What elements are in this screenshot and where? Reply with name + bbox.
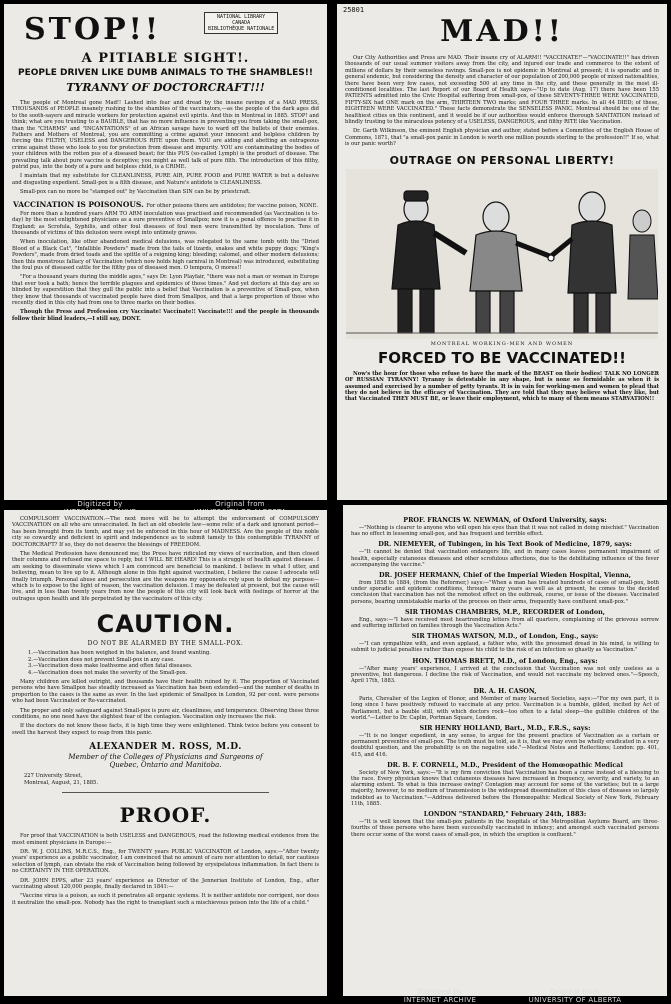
quote-text: Eng., says:—"I have received most heartrending letters from all quarters, complaining of the grievous sorrow and suffering inflicted on families through the Vaccination Acts." (351, 616, 659, 630)
headline-tyranny: TYRANNY OF DOCTORCRAFT!!! (66, 81, 265, 94)
proof-quote: DR. JOHN EPPS, after 23 years' experience as Director of the Jennerian Institute of London, Eng., after vaccinating about 120,000 people, finally declared in 1841:— (12, 877, 319, 890)
page-mad (337, 4, 667, 500)
page-title-mad: MAD!! (440, 14, 564, 49)
quote-author: HON. THOMAS BRETT, M.D., of London, Eng., says: (412, 656, 598, 665)
proof-title: PROOF. (119, 803, 212, 828)
paragraph: The proper and only safeguard against Small-pox is pure air, cleanliness, and temperance. Observing these three conditions, no one need have the slightest fear of the contagion. Vaccination only increases the risk. (12, 707, 319, 720)
subtitle: A PITIABLE SIGHT!. (81, 51, 250, 66)
paragraph: If the doctors do not know these facts, it is high time they were enlightened. Think twice before you consent to swell the harvest they expect to reap from this panic. (12, 723, 319, 736)
quote-text: Society of New York, says:—"It is my firm conviction that Vaccination has been a curse instead of a blessing to the race. Every physician knows that cutaneous diseases have increased in frequency, severity, and variety, to an alarming extent. To what is this increase owing? Contagion may account for some of the varieties; but in a large majority, however, to no medium of transmission is the widespread dissemination of this class of diseases so largely indebted as to Vaccination."—Address delivered before the Homœopathic Medical Society of New York, February 11th, 1885. (351, 769, 659, 807)
divider (62, 792, 269, 793)
paragraph: The people of Montreal gone Mad!! Lashed into fear and dread by the insane ravings of a MAD PRESS, THOUSANDS of PEOPLE insanely rushing to the shambles of the vaccinators,—as the people of the dark ages did to the sooth-sayers and miracle workers for protection against evil spirits. And this in Montreal in 1885. STOP! and think; what are you trusting to a BAUBLE, that has no more influence in preventing you from taking the small-pox, than the "CHARMS" and "INCANTATIONS" of an African savage have to ward off the bullets of their enemies. Fathers and Mothers of Montreal, you are committing a crime against your innocent and helpless children by forcing this FILTHY, USELESS and DANGEROUS RITE upon them. YOU are aiding and abetting an outrageous crime against those who look to you for protection from disease and impurity. YOU are contaminating the bodies of your children with the rotten pus of a diseased beast; for this PUS (so-called Lymph) is the product of disease. The prevailing talk about pure vaccine is deceptive; you might as well talk of pure filth. The introduction of this filthy, putrid pus, into the body of a pure and helpless child, is a CRIME. (12, 100, 319, 171)
quote-block (351, 724, 659, 758)
section-heading-text: VACCINATION IS POISONOUS. (12, 199, 144, 209)
paragraph: COMPULSORY VACCINATION.—The next move will be to attempt the enforcement of COMPULSORY VACCINATION on all who are unvaccinated. In fact an old obsolete law—some relic of a dark and ignorant period—has been brought from its tomb, and may yet be enforced in this hour of MADNESS. Are the people of this noble city so cowardly and deficient in spirit and independence as to submit tamely to this contemptible TYRANNY of DOCTORCRAFT? If so, they do not deserve the blessings of FREEDOM. (12, 516, 319, 548)
caution-list (12, 650, 319, 676)
list-item: 2.—Vaccination does not prevent Small-pox in any case. (28, 656, 175, 663)
footer-line: UNIVERSITY OF ALBERTA (528, 996, 622, 1004)
quote-block (351, 657, 659, 685)
quote-author: SIR THOMAS CHAMBERS, M.P., RECORDER of London, (404, 607, 605, 616)
quote-block (351, 632, 659, 653)
stamp-line: BIBLIOTHÈQUE NATIONALE (208, 26, 275, 32)
quote-text: —"It cannot be denied that vaccination endangers life, and in many cases leaves permanent impairment of health, especially cutaneous diseases and other scrofulous affections, due to the debilitating influence of the fever accompanying the vaccine." (351, 549, 659, 568)
caution-subtitle: DO NOT BE ALARMED BY THE SMALL-POX. (87, 640, 244, 648)
proof-intro: For proof that VACCINATION is both USELESS and DANGEROUS, read the following medical evidence from the most eminent physicians in Europe:— (12, 833, 319, 846)
proof-quote: DR. W. J. COLLINS, M.R.C.S., Eng., for TWENTY years PUBLIC VACCINATOR of London, says:—"After twenty years' experience as a public vaccinator, I am convinced that no amount of care nor attention to detail, nor cautious selection of lymph, can obviate the risk of Vaccination being followed by erysipelatous inflammation. In fact there is no CERTAINTY IN THE OPERATION. (12, 848, 319, 875)
page-title-stop: STOP!! (24, 12, 162, 47)
paragraph: For more than a hundred years ARM TO ARM inoculation was practised and recommended (as Vaccination is to-day) by the most enlightened physicians as a sure preventive of Smallpox; now it is a penal offence to practise it in England; as Scrofula, Syphilis, and other foul diseases of foul men were transmitted by inoculation. Tens of thousands of victims of this delusion were swept into untimely graves. (12, 210, 319, 236)
footer-line: Original from (550, 988, 600, 996)
quote-author: LONDON "STANDARD," February 24th, 1883: (423, 810, 587, 819)
list-item: 1.—Vaccination has been weighed in the balance, and found wanting. (28, 650, 211, 657)
illustration-caption: MONTREAL WORKING-MEN AND WOMEN (430, 340, 574, 347)
paragraph: When inoculation, like other abandoned medical delusions, was relegated to the same tomb with the "Dried Blood of a Black Cat", "Infallible Powders" made from the tails of lizards, snakes and white puppy dogs; "King's Powders", made from dried toads and the spittle of a reigning king; bleeding; calomel, and other modern delusions; then this monstrous fallacy of Vaccination (which now holds high carnival in Montreal) was introduced, substituting the foul pus of diseased cattle for the filthy pus of diseased men. O tempora, O mores!! (12, 239, 319, 271)
section-heading-note: For other poisons there are antidotes; for vaccine poison, NONE. (146, 202, 319, 209)
footer-digitized-bottom (390, 988, 490, 1004)
paragraph: The Medical Profession have denounced me; the Press have ridiculed my views of vaccination, and then closed their columns and refused me space to reply, but I WILL BE HEARD! This is a struggle of health against disease. I am seeking to disseminate views which I am convinced are beneficial to mankind. I believe in what I utter, and believing, mean to live up to it. Although alone in this fight against vaccination, I believe the cause I advocate will finally triumph. Personal abuse and persecution are the weapons my opponents rely upon to defeat my purpose—which is to expose to the light of reason, the vaccination delusion. I may be defeated at present, but the cause will live, and in less than twenty years from now the people of this city will look back with feelings of horror at the outrages upon health and life perpetrated by the vaccinators of this city. (12, 551, 319, 602)
quote-text: —"It is well known that the small-pox patients in the hospitals of the Metropolitan Asylums Board, are three-fourths of those persons who have been successfully vaccinated in infancy; and amongst such vaccinated persons there occur some of the worst cases of small-pox, in which the eruption is confluent." (351, 819, 659, 838)
author-address (24, 773, 319, 786)
quote-text: —"After many years' experience, I arrived at the conclusion that Vaccination was not only useless as a preventive, but dangerous. I decline the risk of Vaccination, and would not vaccinate my beloved ones."—Speech, April 17th, 1883. (351, 665, 659, 685)
paragraph: Our City Authorities and Press are MAD. Their insane cry of ALARM!! "VACCINATE!"—"VACCINATE!!" has driven thousands of our usual summer visitors away from the city, and injured our trade and commerce to the extent of millions of dollars by their senseless ravings. Small-pox is not epidemic in Montreal at present; it is sporadic and in general endemic, but considering the density and character of our population of 200,000 people of mixed nationalities, there have been very few cases, not exceeding 500 at any time in the city, and these generally in the most ill-conditioned localities. The last Report of our Board of Health says—"Up to date (Aug. 17) there have been 155 PATIENTS admitted into the Civic Hospital suffering from small-pox, of these SEVENTY-THREE WERE VACCINATED, FIFTY-SIX had ONE mark on the arm, THIRTEEN TWO marks; and FOUR THREE marks. In all 44 DIED; of these, EIGHTEEN WERE VACCINATED." These facts demonstrate the SENSELESS PANIC. Montreal should be one of the healthiest cities on this continent, and it would be if our authorities would enforce thorough SANITATION instead of blindly trusting to the miraculous potency of a USELESS, DANGEROUS, and filthy RITE like Vaccination. (345, 55, 659, 126)
quote-text: Paris, Chevalier of the Legion of Honor, and Member of many learned Societies, says:—"For my own part, it is long since I have positively refused to vaccinate at any price. Vaccination is a humble, gilded, incited by Act of Parliament, but a bauble still, with which doctors rock—too often to a fatal sleep—the gullible children of the world."—Letter to Dr. Caplin, Portman Square, London. (351, 696, 659, 721)
author-name: ALEXANDER M. ROSS, M.D. (89, 742, 242, 753)
page-caution (4, 510, 327, 996)
paragraph: Dr. Garth Wilkinson, the eminent English physician and author, stated before a Committee of the English House of Commons, 1871, that "a small-pox panic in London is worth one million pounds sterling to the profession!!" If so, what is our panic worth? (345, 128, 659, 148)
quote-text: —"I can sympathize with, and even applaud, a father who, with the presumed dread in his mind, is willing to submit to judicial penalties rather than expose his child to the risk of an infection so ghastly as Vaccination." (351, 641, 659, 654)
quote-author: DR. JOSEF HERMANN, Chief of the Imperial Wieden Hospital, Vienna, (378, 571, 632, 580)
stamp-line: CANADA (232, 20, 251, 26)
paragraph: I maintain that my substitute for CLEANLINESS, PURE AIR, PURE FOOD and PURE WATER is but a delusive and disgusting expedient. Small-pox is a filth disease, and Nature's antidote is CLEANLINESS. (12, 173, 319, 186)
quote-author: SIR THOMAS WATSON, M.D., of London, Eng., says: (411, 632, 599, 641)
address-line: 227 University Street, (24, 773, 83, 780)
page-stop (4, 4, 327, 500)
quote-author: PROF. FRANCIS W. NEWMAN, of Oxford University, says: (403, 516, 607, 524)
footer-line: Original from (215, 500, 265, 508)
headline: PEOPLE DRIVEN LIKE DUMB ANIMALS TO THE SHAMBLES!! (18, 68, 313, 78)
quote-block (351, 761, 659, 807)
footer-line: INTERNET ARCHIVE (403, 996, 477, 1004)
quote-text: —"It is no longer expedient, in any sense, to argue for the present practice of Vaccination as a certain or permanent preventive of small-pox. The truth must be told, as it is, that we may even be wholly eradicated in a very doubtful question, and the probability is on the negative side."—Medical Notes and Reflections; London: pp. 401, 415, and 416. (351, 733, 659, 758)
library-stamp (204, 12, 278, 34)
forced-headline: FORCED TO BE VACCINATED!! (378, 348, 626, 367)
author-role: Quebec, Ontario and Manitoba. (109, 761, 222, 770)
stamp-line: NATIONAL LIBRARY (217, 14, 266, 20)
footer-line: Digitized by (417, 988, 463, 996)
address-line: Montreal, August, 21, 1885. (24, 779, 99, 786)
quote-author: DR. B. F. CORNELL, M.D., President of the Homœopathic Medical (387, 760, 623, 769)
paragraph-final: Though the Press and Profession cry Vaccinate! Vaccinate!! Vaccinate!!! and the people in thousands follow their blind leaders,—I still say, DONT. (12, 309, 319, 322)
closing-paragraph: Now's the hour for those who refuse to have the mark of the BEAST on their bodies! TALK NO LONGER OF RUSSIAN TYRANNY! Tyranny is detestable in any shape, but is none so formidable as when it is assumed and exercised by a number of petty tyrants. It is in vain for working-men and women to plead that they do not believe in the efficacy of Vaccination. They are told that they may believe what they like, but that Vaccinated THEY MUST BE, or leave their employment, which to many of them means STARVATION!! (345, 370, 659, 403)
paragraph: Many children are killed outright, and thousands have their health ruined by it. The proportion of Vaccinated persons who have Smallpox has steadily increased as Vaccination has been extended—and the number of deaths in proportion to the cases is the same as ever. In the last epidemic of Smallpox in London, 92 per cent. were persons who had been Vaccinated or Re-vaccinated. (12, 678, 319, 705)
quote-block (351, 540, 659, 568)
vaccination-illustration (346, 169, 658, 339)
paragraph: Small-pox can no more be "stamped out" by Vaccination than SIN can be by priestcraft. (20, 189, 251, 196)
list-item: 3.—Vaccination does make loathsome and often fatal diseases. (28, 663, 193, 670)
page-quotes (343, 505, 667, 996)
proof-quote: "Vaccine virus is a poison, as such it penetrates all organic systems. It is neither antidote nor corrigent, nor does it neutralize the small-pox. Nobody has the right to transplant such a mischievous poison into the life of a child." (12, 893, 319, 906)
quote-block (351, 687, 659, 721)
quote-author: DR. NIEMEYER, of Tubingen, in his Text Book of Medicine, 1879, says: (378, 540, 632, 549)
footer-line: Digitized by (77, 500, 123, 508)
quote-block (351, 516, 659, 537)
catalog-number: 25801 (343, 6, 365, 14)
list-item: 4.—Vaccination does not make the severity of the Small-pox. (28, 669, 188, 676)
quote-block (351, 608, 659, 629)
quote-text: from 1858 to 1884, (from the Reformer,) says:—"When a man has treated hundreds of cases of small-pox, both under sporadic and epidemic conditions, through many years as well as at present, he comes to the decided conclusion that vaccination has not the remotest effect on the outbreak, course, or issue of the disease. Vaccinated persons, bearing unmistakable marks of the process on their arms, frequently have confluent small-pox." (351, 580, 659, 605)
caution-title: CAUTION. (96, 610, 235, 639)
paragraph: "For a thousand years during the middle ages," says Dr. Lyon Playfair, "there was not a man or woman in Europe that ever took a bath; hence the terrible plagues and epidemics of those times." And yet doctors at this day are so blinded by superstition that they gull the public into a belief that Vaccination is a preventive of Small-pox, when they know that thousands of vaccinated people have died from Smallpox, and that a large proportion of those who recently died in this city had from one to three marks on their bodies. (12, 274, 319, 306)
quote-author: DR. A. H. CASON, (473, 687, 537, 696)
quote-block (351, 571, 659, 605)
footer-original-bottom (520, 988, 630, 1004)
illustration-title: OUTRAGE ON PERSONAL LIBERTY! (389, 153, 615, 167)
section-heading (12, 200, 319, 209)
quote-author: SIR HENRY HOLLAND, Bart., M.D., F.R.S., says: (419, 724, 591, 733)
quote-block (351, 810, 659, 838)
author-role: Member of the Colleges of Physicians and Surgeons of (68, 753, 263, 762)
quote-text: —"Nothing is clearer to anyone who will open his eyes than that it was not called in doing mischief." Vaccination has no effect in lessening small-pox, and has frequent and terrible effect. (351, 525, 659, 538)
